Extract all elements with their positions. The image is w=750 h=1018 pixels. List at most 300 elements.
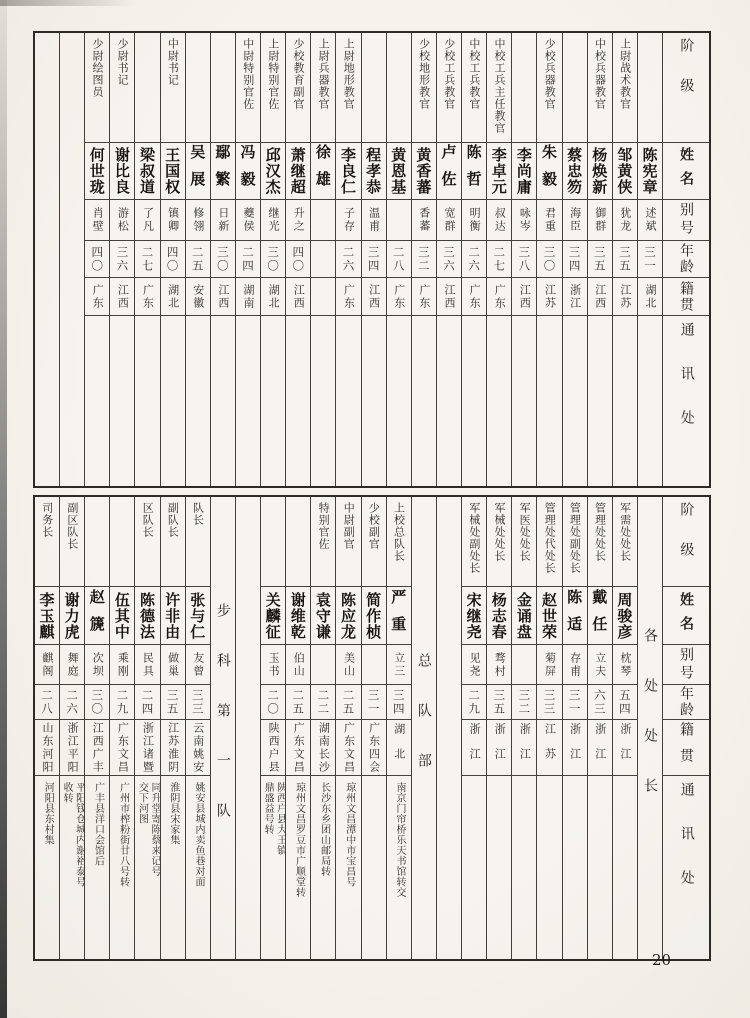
name-cell [311, 587, 335, 645]
age-value: 三一 [567, 688, 582, 716]
address-cell [362, 316, 386, 486]
origin-cell [563, 720, 587, 776]
alias-value: 叔达 [493, 207, 507, 233]
name-label-text: 姓名 [678, 591, 694, 640]
rank-value: 副队长 [166, 502, 180, 538]
age-value: 二七 [492, 245, 507, 273]
name-cell [261, 587, 285, 645]
age-value: 三四 [391, 688, 406, 716]
name-value: 袁守谦 [313, 591, 332, 640]
name-value: 李玉麒 [37, 591, 56, 640]
address-cell [412, 316, 436, 486]
name-value: 严重 [389, 588, 408, 643]
origin-value: 江西 [367, 283, 381, 310]
age-value: 三八 [517, 245, 532, 273]
age-value: 三二 [517, 688, 532, 716]
origin-cell [462, 278, 486, 316]
address-cell [336, 316, 360, 486]
age-value: 三五 [617, 245, 632, 273]
origin-value: 江西广丰 [91, 721, 105, 774]
age-cell [35, 685, 59, 720]
origin-cell [311, 278, 335, 316]
age-value: 二八 [39, 688, 54, 716]
alias-value: 修翎 [191, 207, 205, 233]
origin-label [663, 720, 709, 776]
alias-cell [261, 645, 285, 685]
age-value: 二九 [115, 688, 130, 716]
rank-cell [588, 33, 612, 143]
alias-cell [286, 645, 310, 685]
person-column [310, 497, 335, 959]
origin-value: 广东 [141, 283, 155, 310]
name-value: 朱毅 [539, 144, 558, 198]
rank-cell [85, 33, 109, 143]
row-labels-column [662, 33, 709, 486]
age-value: 三五 [165, 688, 180, 716]
alias-value: 菊屏 [543, 651, 557, 678]
alias-value: 宽群 [442, 207, 456, 233]
age-value: 二八 [391, 245, 406, 273]
address-cell [563, 776, 587, 959]
origin-cell [537, 278, 561, 316]
name-cell [186, 587, 210, 645]
alias-cell [563, 200, 587, 241]
alias-cell [85, 200, 109, 241]
origin-value: 江西 [216, 283, 230, 310]
name-value: 赵世荣 [539, 591, 558, 640]
address-label [663, 776, 709, 959]
origin-cell [362, 278, 386, 316]
alias-value: 咏岑 [518, 207, 532, 233]
address-cell [437, 316, 461, 486]
person-column [35, 497, 59, 959]
alias-value: 见尧 [468, 651, 482, 678]
age-cell [135, 685, 159, 720]
address-cell [110, 776, 134, 959]
name-cell [563, 143, 587, 200]
rank-cell [161, 497, 185, 587]
address-label-text: 通讯处 [678, 782, 695, 914]
alias-value: 做巢 [166, 651, 180, 678]
alias-value: 伯山 [292, 651, 306, 678]
name-cell [387, 587, 411, 645]
origin-cell [186, 720, 210, 776]
instructors-table [33, 31, 711, 488]
alias-cell [387, 200, 411, 241]
scan-edge-shadow [0, 0, 7, 1018]
age-value: 三一 [366, 688, 381, 716]
origin-cell [412, 278, 436, 316]
rank-cell [462, 33, 486, 143]
person-column [160, 497, 185, 959]
age-value: 六三 [592, 688, 607, 716]
age-cell [638, 241, 662, 278]
rank-value: 上校总队长 [392, 502, 406, 562]
name-value: 黄恩基 [389, 147, 408, 195]
address-cell [236, 316, 260, 486]
rank-cell [638, 33, 662, 143]
alias-value: 了凡 [141, 207, 155, 233]
age-value: 三六 [115, 245, 130, 273]
person-column [587, 33, 612, 486]
alias-value: 玉书 [267, 651, 281, 678]
alias-label-text: 别号 [678, 646, 694, 683]
rank-value: 中尉特别官佐 [241, 38, 255, 110]
age-value: 二六 [341, 245, 356, 273]
age-value: 三三 [190, 688, 205, 716]
name-cell [85, 143, 109, 200]
alias-cell [613, 200, 637, 241]
rank-value: 特别官佐 [317, 502, 331, 550]
origin-value: 广东 [91, 283, 105, 310]
origin-value: 湖北 [392, 722, 406, 773]
age-cell [563, 241, 587, 278]
group-column [411, 497, 436, 959]
rank-label-text: 阶级 [678, 38, 695, 118]
name-cell [588, 587, 612, 645]
person-column [587, 497, 612, 959]
alias-value: 镇卿 [166, 207, 180, 233]
rank-cell [85, 497, 109, 587]
origin-cell [311, 720, 335, 776]
address-cell [85, 776, 109, 959]
age-cell [487, 685, 511, 720]
alias-cell [261, 200, 285, 241]
alias-value: 乘刚 [116, 651, 130, 678]
name-value: 陈德法 [137, 591, 156, 640]
origin-value: 广东 [417, 283, 431, 310]
address-cell [286, 776, 310, 959]
rank-cell [487, 33, 511, 143]
age-cell [261, 685, 285, 720]
person-column [109, 497, 134, 959]
name-value: 何世珑 [87, 147, 106, 195]
origin-value: 江苏 [618, 283, 632, 310]
address-cell [186, 776, 210, 959]
origin-cell [261, 720, 285, 776]
alias-cell [161, 645, 185, 685]
person-column [386, 497, 411, 959]
address-value: 陕西户县大王镇 鼎盛益号转 [262, 782, 286, 856]
origin-value: 陕西户县 [267, 721, 281, 774]
origin-cell [85, 720, 109, 776]
name-value: 关麟征 [263, 591, 282, 640]
address-cell [613, 776, 637, 959]
age-cell [211, 241, 235, 278]
alias-value: 御群 [593, 207, 607, 233]
address-value: 广州市榨粉街廿八号转 [117, 782, 129, 887]
rank-cell [588, 497, 612, 587]
alias-cell [336, 645, 360, 685]
origin-value: 浙江诸暨 [141, 721, 155, 774]
person-column [260, 33, 285, 486]
origin-value: 广东四会 [367, 721, 381, 774]
age-value: 三〇 [542, 245, 557, 273]
age-value: 二五 [190, 245, 205, 273]
age-cell [161, 241, 185, 278]
rank-value: 中尉副官 [342, 502, 356, 550]
rank-cell [487, 497, 511, 587]
address-cell [161, 776, 185, 959]
rank-cell [362, 497, 386, 587]
rank-cell [512, 33, 536, 143]
alias-value: 友曾 [191, 651, 205, 678]
origin-cell [110, 278, 134, 316]
address-cell [135, 316, 159, 486]
name-value: 王国权 [163, 147, 182, 195]
name-cell [462, 587, 486, 645]
rank-label [663, 497, 709, 587]
name-cell [487, 143, 511, 200]
alias-value: 述斌 [643, 207, 657, 233]
age-value: 四〇 [90, 245, 105, 273]
alias-cell [60, 645, 84, 685]
address-cell [387, 776, 411, 959]
age-value: 二〇 [266, 688, 281, 716]
group-column [210, 497, 235, 959]
person-column [536, 497, 561, 959]
person-column [260, 497, 285, 959]
alias-value: 舞庭 [66, 651, 80, 678]
age-cell [161, 685, 185, 720]
person-column [461, 497, 486, 959]
origin-cell [35, 720, 59, 776]
name-cell [60, 587, 84, 645]
person-column [486, 497, 511, 959]
name-value: 徐雄 [313, 144, 332, 198]
page-number: 20 [652, 951, 672, 969]
name-cell [311, 143, 335, 200]
age-cell [588, 241, 612, 278]
name-value: 戴任 [590, 588, 609, 643]
rank-cell [412, 33, 436, 143]
address-value: 南京门帘桥乐天书馆转交 [393, 782, 405, 898]
rank-value: 中校工兵教官 [467, 38, 481, 110]
rank-cell [311, 497, 335, 587]
person-column [486, 33, 511, 486]
name-cell [512, 143, 536, 200]
name-value: 陈哲 [464, 144, 483, 198]
rank-cell [286, 497, 310, 587]
address-cell [563, 316, 587, 486]
origin-cell [512, 278, 536, 316]
age-cell [512, 241, 536, 278]
alias-label-text: 别号 [678, 202, 694, 238]
rank-cell [362, 33, 386, 143]
age-label [663, 685, 709, 720]
address-cell [462, 316, 486, 486]
alias-value: 肖壁 [91, 207, 105, 233]
age-cell [512, 685, 536, 720]
name-value: 陈应龙 [338, 591, 357, 640]
age-cell [135, 241, 159, 278]
name-cell [286, 143, 310, 200]
age-value: 二六 [467, 245, 482, 273]
age-cell [85, 241, 109, 278]
alias-cell [588, 200, 612, 241]
rank-value: 区队长 [141, 502, 155, 538]
age-value: 三五 [492, 688, 507, 716]
origin-value: 广东 [342, 283, 356, 310]
address-label [663, 316, 709, 486]
origin-cell [161, 278, 185, 316]
origin-value: 广东文昌 [116, 721, 130, 774]
alias-cell [563, 645, 587, 685]
origin-value: 浙江 [593, 722, 607, 773]
name-value: 邹黄侠 [615, 147, 634, 195]
rank-value: 少尉书记 [116, 38, 130, 86]
group-column [637, 497, 662, 959]
rank-cell [186, 497, 210, 587]
blank-column [235, 497, 260, 959]
rank-cell [537, 33, 561, 143]
address-cell [261, 776, 285, 959]
address-value: 同升堂寄陈蔡来记号 交下河图 [136, 782, 160, 877]
name-value: 杨志春 [489, 591, 508, 640]
person-column [109, 33, 134, 486]
age-cell [186, 685, 210, 720]
name-cell [110, 143, 134, 200]
origin-cell [110, 720, 134, 776]
rank-cell [387, 497, 411, 587]
rank-value: 司务长 [40, 502, 54, 538]
age-cell [387, 685, 411, 720]
alias-cell [286, 200, 310, 241]
origin-value: 江西 [116, 283, 130, 310]
person-column [562, 497, 587, 959]
person-column [160, 33, 185, 486]
address-cell [135, 776, 159, 959]
person-column [210, 33, 235, 486]
alias-cell [387, 645, 411, 685]
age-cell [286, 685, 310, 720]
rank-cell [563, 33, 587, 143]
name-label-text: 姓名 [678, 147, 694, 195]
alias-cell [211, 200, 235, 241]
age-label [663, 241, 709, 278]
name-cell [211, 143, 235, 200]
rank-value: 管理处副处长 [568, 502, 582, 574]
age-cell [613, 685, 637, 720]
origin-value: 山东河阳 [40, 721, 54, 774]
rank-cell [110, 497, 134, 587]
origin-value: 湖南 [241, 283, 255, 310]
name-cell [35, 587, 59, 645]
rank-cell [462, 497, 486, 587]
alias-cell [512, 645, 536, 685]
name-cell [161, 143, 185, 200]
age-value: 三五 [592, 245, 607, 273]
age-cell [110, 241, 134, 278]
name-value: 李良仁 [338, 147, 357, 195]
name-value: 邱汉杰 [263, 147, 282, 195]
age-cell [236, 241, 260, 278]
age-value: 五四 [617, 688, 632, 716]
alias-cell [311, 645, 335, 685]
address-cell [462, 776, 486, 959]
rank-value: 少尉绘图员 [90, 38, 104, 98]
name-value: 宋继尧 [464, 591, 483, 640]
origin-value: 江苏 [543, 722, 557, 773]
age-cell [362, 241, 386, 278]
person-column [461, 33, 486, 486]
alias-value: 立三 [392, 651, 406, 678]
address-cell [487, 316, 511, 486]
name-value: 许非由 [163, 591, 182, 640]
name-cell [638, 143, 662, 200]
address-cell [387, 316, 411, 486]
age-value: 四〇 [291, 245, 306, 273]
address-cell [638, 316, 662, 486]
person-column [285, 33, 310, 486]
age-cell [311, 685, 335, 720]
name-value: 谢维乾 [288, 591, 307, 640]
alias-cell [613, 645, 637, 685]
name-value: 程孝恭 [364, 147, 383, 195]
address-value: 平阳钱仓城内谢裕泰号 收转 [61, 782, 85, 887]
rank-cell [60, 497, 84, 587]
alias-cell [462, 645, 486, 685]
person-column [285, 497, 310, 959]
address-value: 广丰县洋口会馆后 [92, 782, 104, 866]
origin-label-text: 籍贯 [678, 721, 694, 774]
group-label: 步科第一队 [214, 603, 231, 853]
rank-value: 少校教育副官 [291, 38, 305, 110]
alias-cell [412, 200, 436, 241]
rank-value: 军械处副处长 [467, 502, 481, 574]
person-column [134, 497, 159, 959]
name-cell [336, 587, 360, 645]
address-cell [286, 316, 310, 486]
name-value: 张与仁 [188, 591, 207, 640]
age-cell [60, 685, 84, 720]
alias-value: 存甫 [568, 651, 582, 678]
address-cell [362, 776, 386, 959]
age-cell [336, 685, 360, 720]
origin-value: 湖北 [643, 283, 657, 310]
age-value: 三二 [416, 245, 431, 273]
name-value: 杨焕新 [590, 147, 609, 195]
age-cell [462, 685, 486, 720]
address-cell [537, 316, 561, 486]
origin-value: 广东 [493, 283, 507, 310]
name-value: 李尚庸 [514, 147, 533, 195]
age-value: 三〇 [215, 245, 230, 273]
name-value: 谢比良 [112, 147, 131, 195]
address-cell [336, 776, 360, 959]
rank-value: 副区队长 [65, 502, 79, 550]
alias-value: 明衡 [468, 207, 482, 233]
person-column [637, 33, 662, 486]
alias-value: 犹龙 [618, 207, 632, 233]
rank-cell [537, 497, 561, 587]
person-column [411, 33, 436, 486]
age-cell [311, 241, 335, 278]
alias-value: 游松 [116, 207, 130, 233]
person-column [134, 33, 159, 486]
age-cell [462, 241, 486, 278]
name-cell [537, 587, 561, 645]
origin-value: 云南姚安 [191, 721, 205, 774]
rank-cell [261, 33, 285, 143]
alias-cell [186, 200, 210, 241]
age-cell [85, 685, 109, 720]
alias-cell [186, 645, 210, 685]
address-cell [60, 776, 84, 959]
alias-cell [110, 200, 134, 241]
age-cell [412, 241, 436, 278]
alias-cell [85, 645, 109, 685]
